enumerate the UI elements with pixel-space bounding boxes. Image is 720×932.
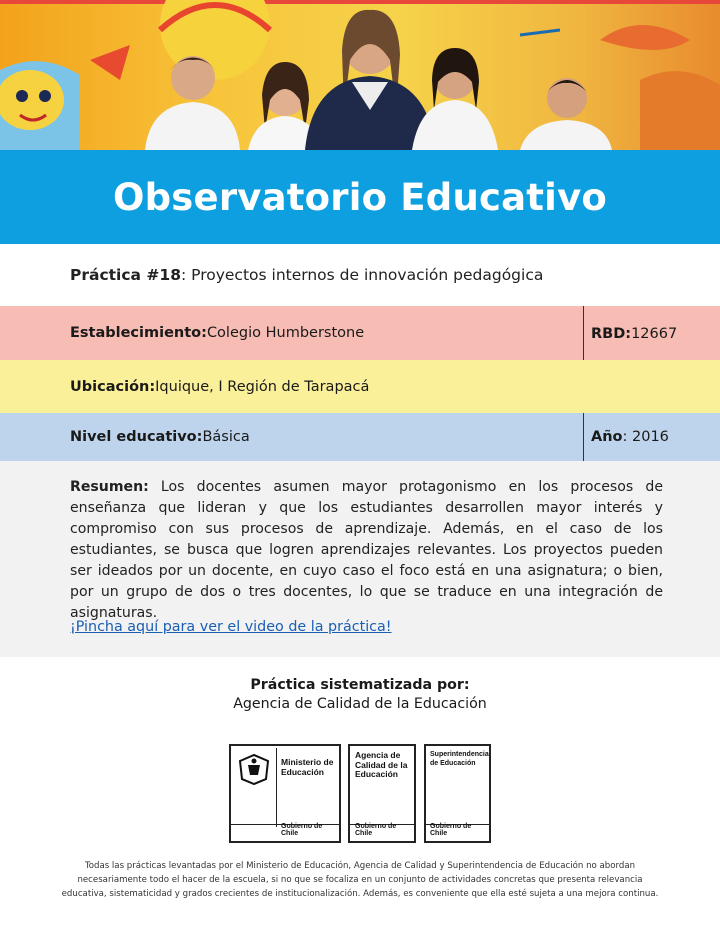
superintendencia-name-line2: de Educación — [430, 760, 476, 767]
rbd-label: RBD: — [591, 326, 632, 342]
summary-section — [0, 461, 720, 657]
level-label: Nivel educativo: — [70, 429, 203, 445]
practice-text: : Proyectos internos de innovación pedagógica — [180, 266, 544, 284]
year-cell — [591, 413, 669, 461]
establishment-cell — [70, 306, 364, 360]
level-cell — [70, 413, 250, 461]
summary-paragraph — [70, 477, 663, 624]
location-cell — [70, 360, 369, 413]
mineduc-name-line2: Educación — [281, 766, 324, 777]
row-level — [0, 413, 720, 461]
page-title: Observatorio Educativo — [112, 175, 608, 219]
level-value: Básica — [202, 429, 250, 445]
rbd-value: 12667 — [631, 326, 678, 342]
agencia-name-line3: Educación — [355, 769, 398, 779]
video-link[interactable]: ¡Pincha aquí para ver el video de la práctica! — [70, 619, 392, 635]
summary-label: Resumen: — [70, 479, 149, 495]
location-label: Ubicación: — [70, 378, 156, 395]
mineduc-name — [281, 758, 333, 777]
row-location — [0, 360, 720, 413]
header-photo — [0, 0, 720, 150]
logo-divider — [276, 748, 277, 827]
agencia-name — [355, 751, 407, 780]
header-photo-illustration — [0, 0, 720, 150]
practice-title — [70, 266, 543, 284]
agencia-logo — [348, 744, 416, 843]
year-label: Año — [591, 429, 623, 445]
rbd-cell — [591, 306, 677, 360]
superintendencia-name — [430, 750, 489, 768]
mineduc-logo — [229, 744, 341, 843]
practice-label: Práctica #18 — [70, 266, 181, 284]
summary-text: Los docentes asumen mayor protagonismo en los procesos de enseñanza que lideran y que los estudiantes desarrollen mayor interés y compromiso con sus procesos de aprendizaje. Además, en el caso de los estudiantes, se busca que logren aprendizajes relevantes. Los proyectos pueden ser ideados por un docente, en cuyo caso el foco está en una asignatura; o bien, por un grupo de dos o tres docentes, lo que se traduce en una integración de asignaturas. — [70, 479, 663, 621]
disclaimer-line2: necesariamente todo el hacer de la escuela, si no que se focaliza en un conjunto de actividades concretas que presenta relevancia — [77, 875, 643, 885]
row-divider — [583, 306, 584, 360]
establishment-value: Colegio Humberstone — [206, 325, 365, 341]
mineduc-gov-label: Gobierno de Chile — [281, 823, 323, 837]
superintendencia-name-line1: Superintendencia — [430, 751, 489, 758]
coat-of-arms-icon — [236, 751, 272, 787]
row-establishment — [0, 306, 720, 360]
year-value: : 2016 — [622, 429, 669, 445]
agencia-name-line2: Calidad de la — [355, 759, 408, 770]
mineduc-name-line1: Ministerio de — [281, 757, 334, 767]
disclaimer-line3: educativa, sistematicidad y grados crecientes de institucionalización. Además, es conveniente que ella esté sujeta a una mejora continua. — [61, 889, 659, 899]
agency-name: Agencia de Calidad de la Educación — [233, 696, 487, 712]
disclaimer — [60, 859, 660, 901]
superintendencia-logo — [424, 744, 491, 843]
agencia-gov-label: Gobierno de Chile — [355, 823, 397, 837]
superintendencia-gov-label: Gobierno de Chile — [430, 823, 472, 837]
systematized-by — [0, 677, 720, 712]
title-band — [0, 150, 720, 244]
systematized-label: Práctica sistematizada por: — [250, 677, 470, 693]
establishment-label: Establecimiento: — [70, 325, 207, 341]
location-value: Iquique, I Región de Tarapacá — [155, 378, 370, 395]
row-divider — [583, 413, 584, 461]
agencia-name-line1: Agencia de — [355, 750, 401, 760]
disclaimer-line1: Todas las prácticas levantadas por el Ministerio de Educación, Agencia de Calidad y Superintendencia de Educación no abordan — [84, 861, 636, 871]
